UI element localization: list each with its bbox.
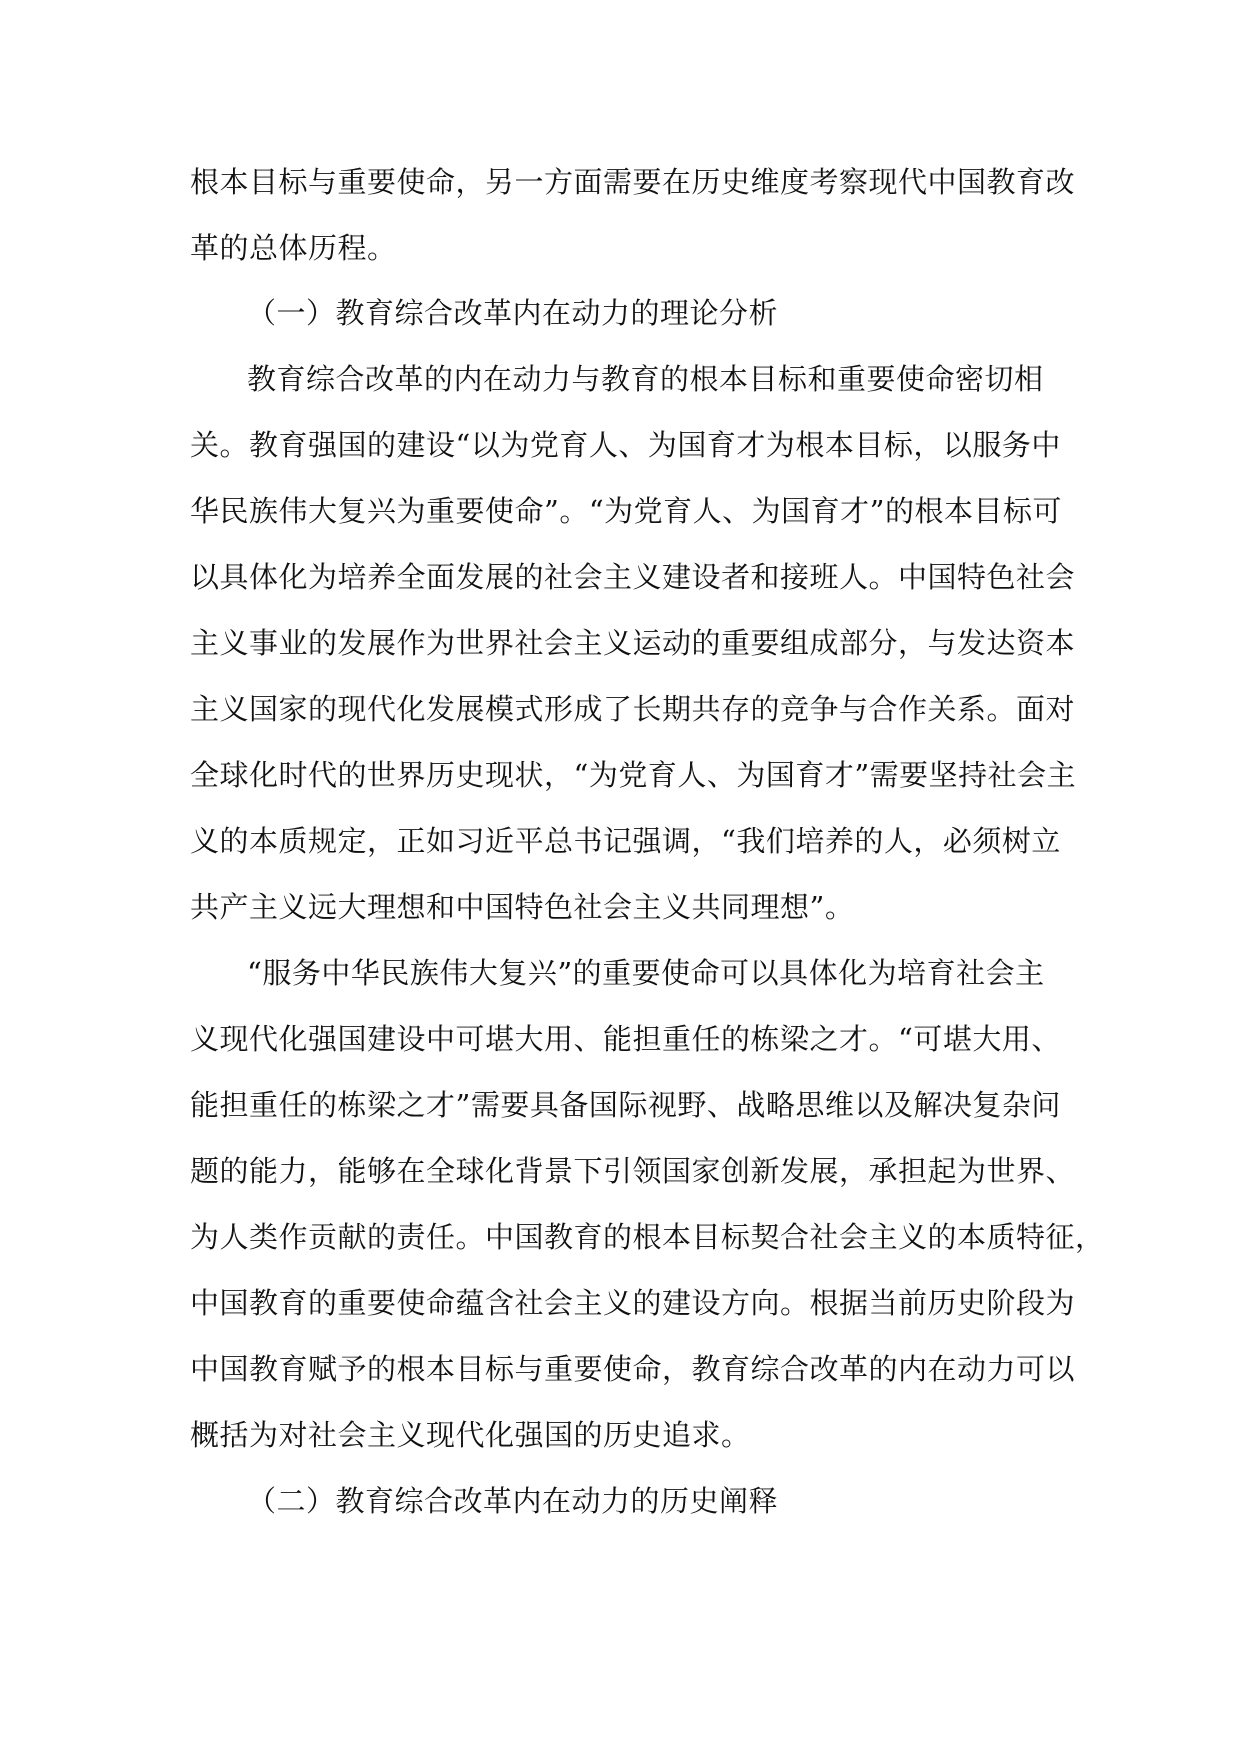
- text-line: 概括为对社会主义现代化强国的历史追求。: [190, 1418, 751, 1452]
- text-line: 根本目标与重要使命，另一方面需要在历史维度考察现代中国教育改: [190, 165, 1076, 199]
- text-line: 主义国家的现代化发展模式形成了长期共存的竞争与合作关系。面对: [190, 692, 1076, 726]
- section-heading-2: （二）教育综合改革内在动力的历史阐释: [247, 1484, 779, 1518]
- section-heading-1: （一）教育综合改革内在动力的理论分析: [247, 296, 779, 330]
- text-line: 以具体化为培养全面发展的社会主义建设者和接班人。中国特色社会: [190, 560, 1076, 594]
- text-line: 为人类作贡献的责任。中国教育的根本目标契合社会主义的本质特征，: [190, 1220, 1105, 1254]
- text-line: 义现代化强国建设中可堪大用、能担重任的栋梁之才。“可堪大用、: [190, 1022, 1061, 1056]
- text-line: 全球化时代的世界历史现状，“为党育人、为国育才”需要坚持社会主: [190, 758, 1077, 792]
- text-line: 共产主义远大理想和中国特色社会主义共同理想”。: [190, 890, 855, 924]
- text-line: 能担重任的栋梁之才”需要具备国际视野、战略思维以及解决复杂问: [190, 1088, 1061, 1122]
- text-line: “服务中华民族伟大复兴”的重要使命可以具体化为培育社会主: [247, 956, 1045, 990]
- text-line: 关。教育强国的建设“以为党育人、为国育才为根本目标，以服务中: [190, 428, 1061, 462]
- text-line: 教育综合改革的内在动力与教育的根本目标和重要使命密切相: [247, 362, 1044, 396]
- text-line: 义的本质规定，正如习近平总书记强调，“我们培养的人，必须树立: [190, 824, 1061, 858]
- text-line: 主义事业的发展作为世界社会主义运动的重要组成部分，与发达资本: [190, 626, 1076, 660]
- text-line: 中国教育的重要使命蕴含社会主义的建设方向。根据当前历史阶段为: [190, 1286, 1076, 1320]
- text-line: 华民族伟大复兴为重要使命”。“为党育人、为国育才”的根本目标可: [190, 494, 1062, 528]
- text-line: 革的总体历程。: [190, 231, 397, 265]
- text-line: 中国教育赋予的根本目标与重要使命，教育综合改革的内在动力可以: [190, 1352, 1076, 1386]
- text-line: 题的能力，能够在全球化背景下引领国家创新发展，承担起为世界、: [190, 1154, 1076, 1188]
